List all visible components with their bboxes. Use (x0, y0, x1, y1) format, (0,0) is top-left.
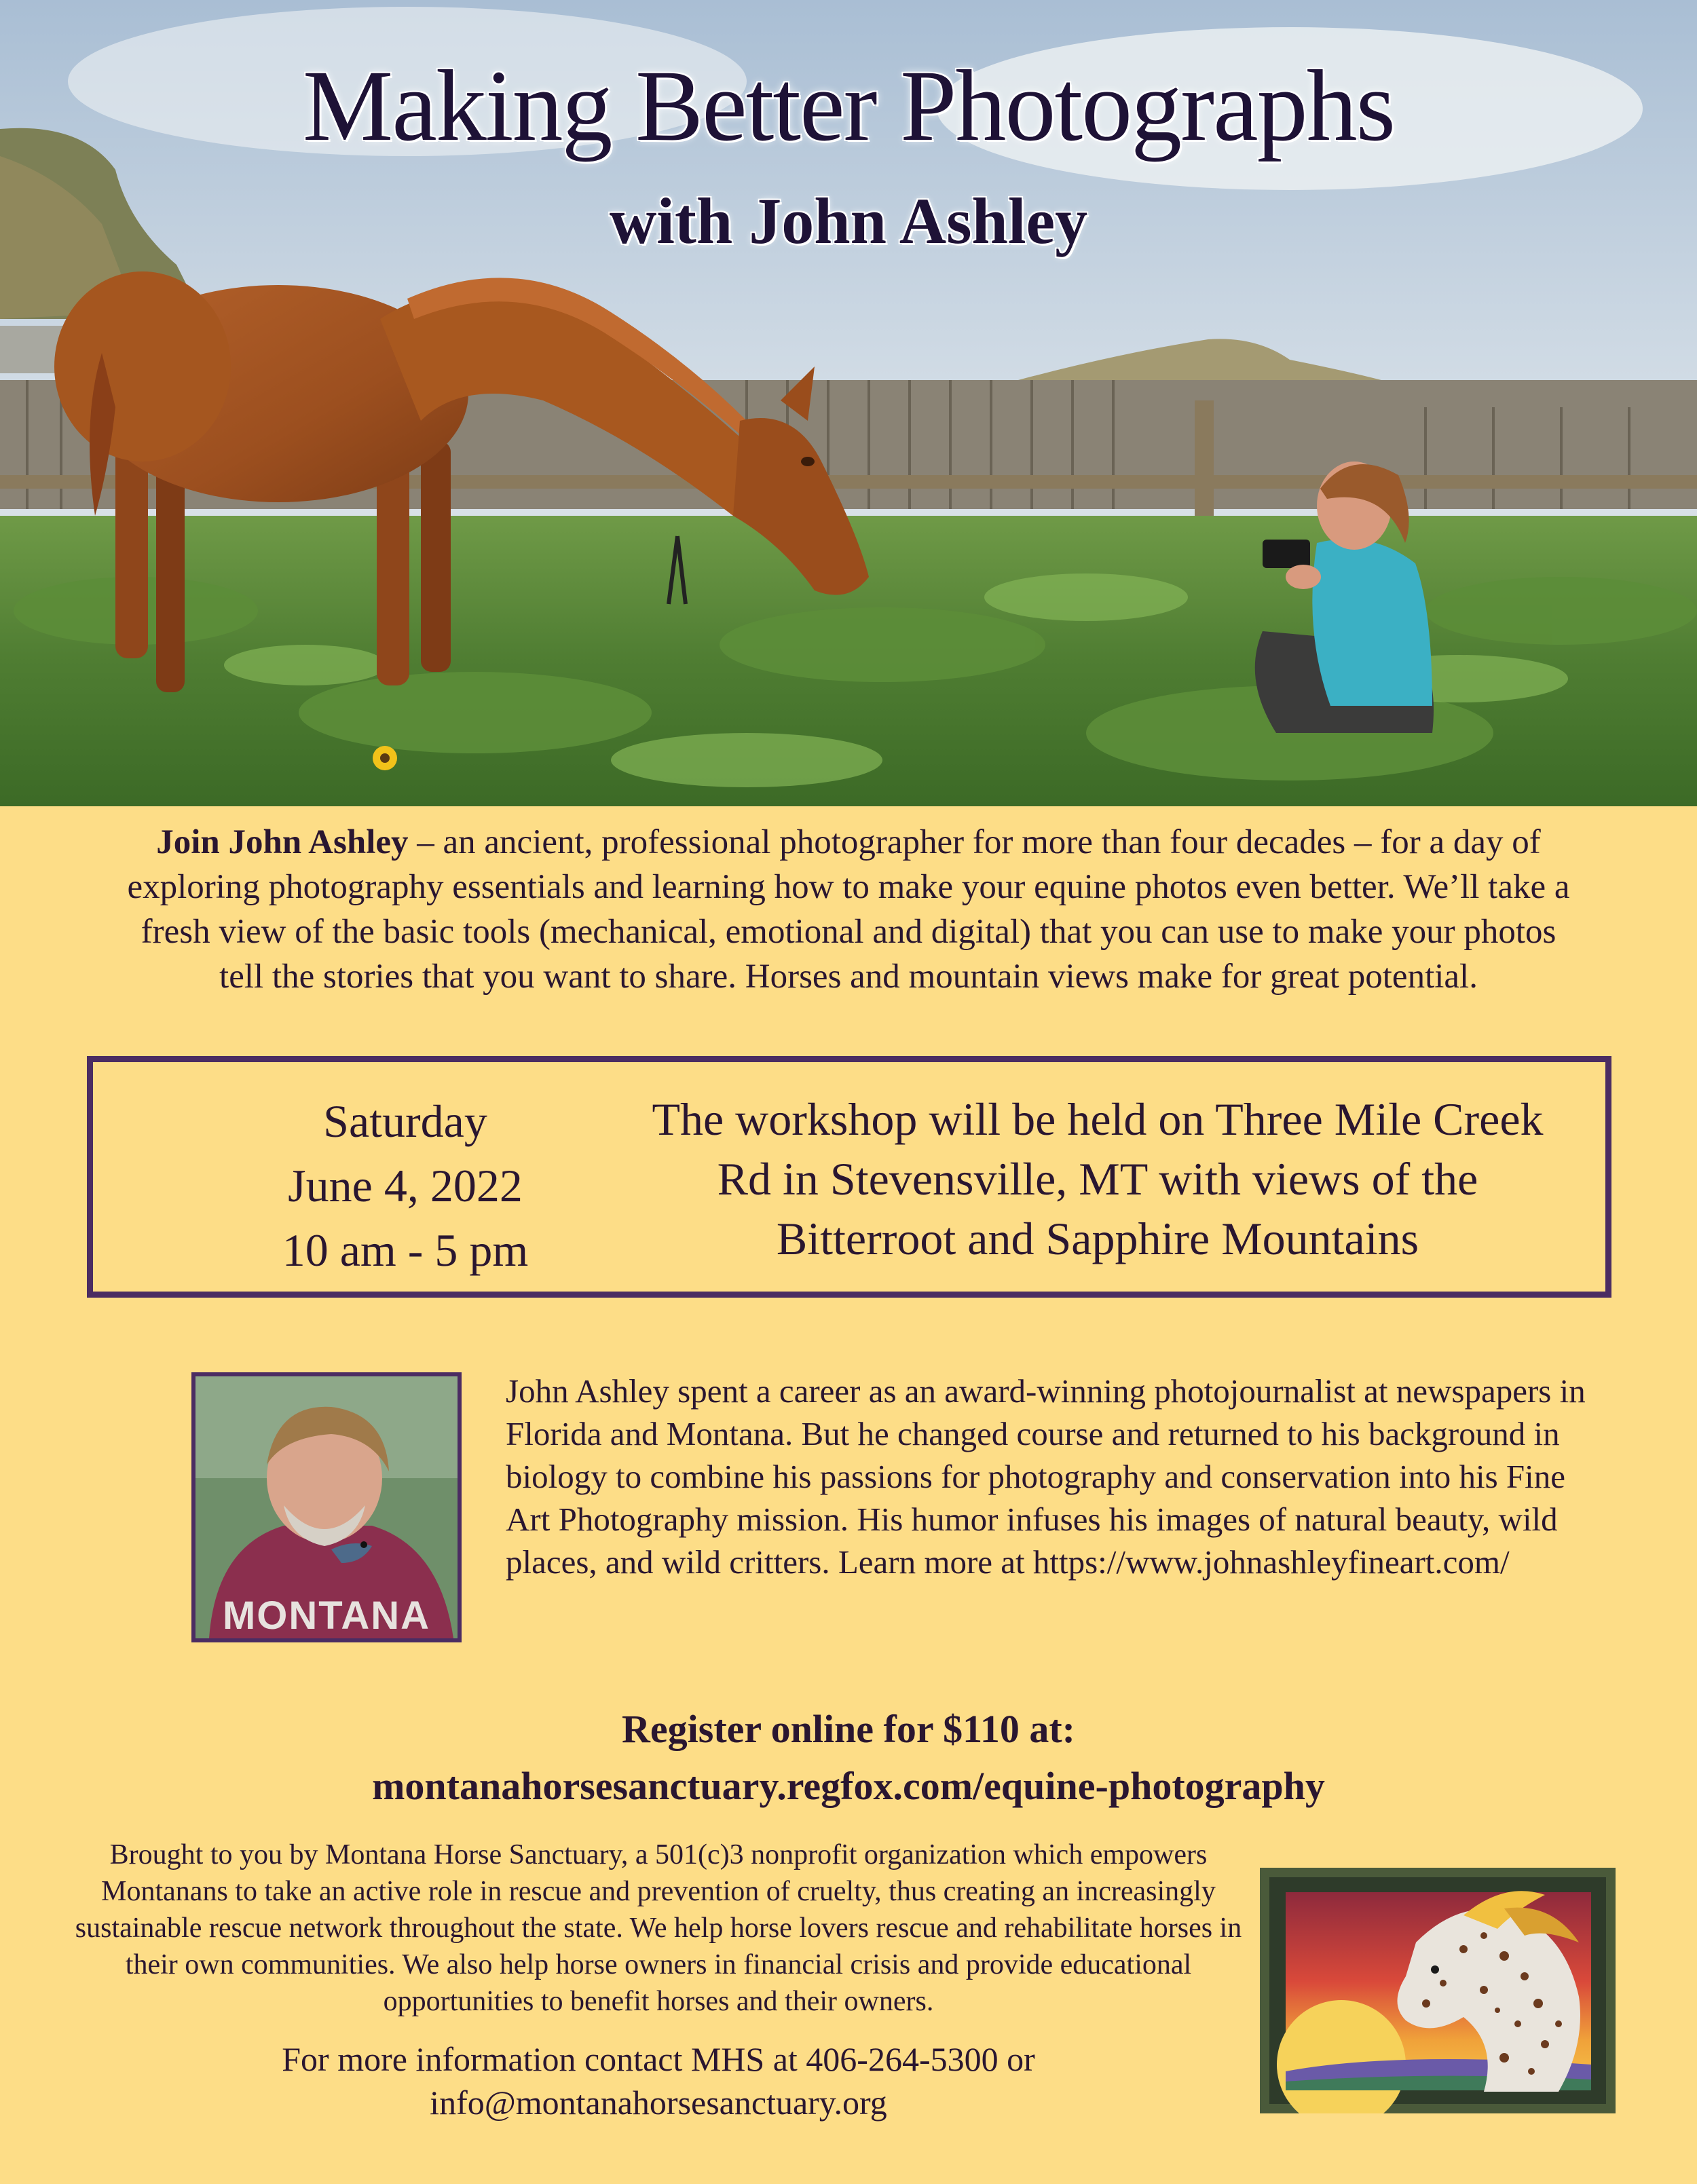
sanctuary-horse-artwork (1260, 1868, 1616, 2113)
sanctuary-about: Brought to you by Montana Horse Sanctuary, a 501(c)3 nonprofit organization which empowers Montanans to take an active role in rescue and prevention of cruelty, thus creating an increasingly sustainable rescue network throughout the state. We help horse lovers rescue and rehabilitate horses in their own communities. We also help horse owners in financial crisis and provide educational opportunities to benefit horses and their owners. (75, 1839, 1242, 2017)
register-url-link[interactable]: montanahorsesanctuary.regfox.com/equine-photography (372, 1764, 1325, 1808)
intro-paragraph (115, 820, 1582, 999)
john-ashley-portrait (191, 1372, 462, 1642)
event-location: The workshop will be held on Three Mile Creek Rd in Stevensville, MT with views of the Bitterroot and Sapphire Mountains (652, 1093, 1544, 1264)
event-time: 10 am - 5 pm (282, 1224, 529, 1276)
event-date: June 4, 2022 (288, 1160, 523, 1211)
horse-painting-image (1260, 1868, 1616, 2113)
register-section (0, 1701, 1697, 1815)
intro-lead: Join John Ashley (156, 823, 409, 861)
portrait-image (195, 1376, 458, 1638)
register-line: Register online for $110 at: (622, 1707, 1075, 1751)
contact-info (68, 2037, 1249, 2124)
shirt-text: MONTANA (222, 1594, 431, 1638)
hero-photo (0, 0, 1697, 806)
bio-paragraph: John Ashley spent a career as an award-winning photojournalist at newspapers in Florida and Montana. But he changed course and returned to his background in biology to combine his passions for photography and conservation into his Fine Art Photography mission. His humor infuses his images of natural beauty, wild places, and wild critters. Learn more at https://www.johnashleyfineart.com/ (506, 1372, 1586, 1581)
event-details-box (87, 1056, 1611, 1298)
page-title: Making Better Photographs (302, 50, 1395, 162)
contact-phone: For more information contact MHS at 406-264-5300 or (282, 2040, 1035, 2078)
contact-email-link[interactable]: info@montanahorsesanctuary.org (430, 2084, 887, 2122)
intro-text: – an ancient, professional photographer for more than four decades – for a day of exploring photography essentials and learning how to make your equine photos even better. We’ll take a fresh view of the basic tools (mechanical, emotional and digital) that you can use to make your photos tell the stories that you want to share. Horses and mountain views make for great potential. (127, 823, 1570, 996)
event-date-block (242, 1089, 568, 1283)
event-day: Saturday (323, 1095, 487, 1147)
page-subtitle: with John Ashley (609, 185, 1088, 257)
